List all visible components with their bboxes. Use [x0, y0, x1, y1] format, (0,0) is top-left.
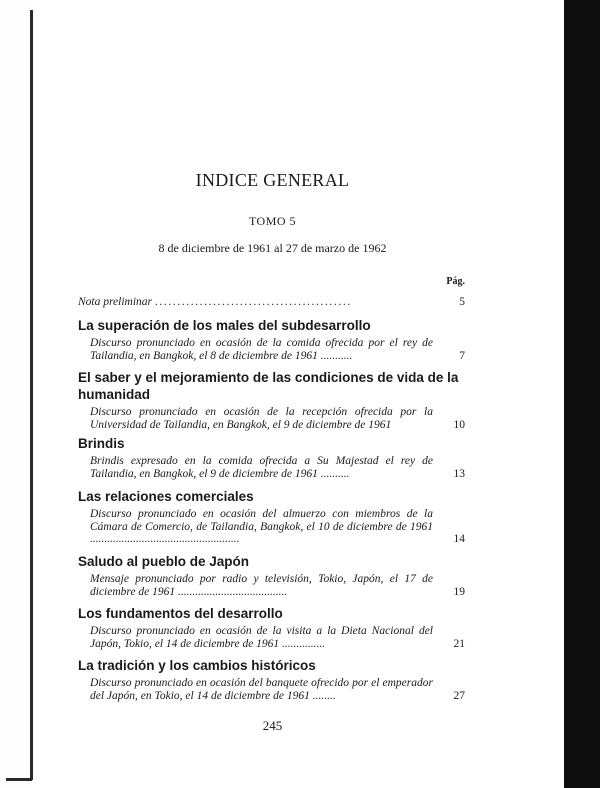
section-description: [90, 337, 465, 362]
volume-label: TOMO 5: [248, 214, 297, 228]
binding-edge-line: [30, 10, 33, 780]
section-description: [90, 625, 465, 650]
description-text: Discurso pronunciado en ocasión de la comida ofrecida por el rey de Tailandia, en Bangkok, el 8 de diciembre de 1961 ...........: [90, 337, 433, 362]
section-heading: Los fundamentos del desarrollo: [78, 606, 283, 621]
preliminary-note-label: Nota preliminar: [78, 296, 153, 308]
section-description: [90, 573, 465, 598]
section-heading: La superación de los males del subdesarrollo: [78, 318, 371, 333]
toc-entry: [78, 435, 465, 480]
toc-entry: [78, 488, 465, 546]
page-column-label: Pág.: [446, 276, 465, 287]
page-number: 5: [459, 296, 465, 308]
section-description: [90, 455, 465, 480]
leader-dots: ............................................: [154, 296, 352, 308]
section-heading: Las relaciones comerciales: [78, 489, 254, 504]
page-folio: 245: [262, 718, 283, 733]
page-number: 27: [453, 689, 465, 702]
toc-entry: [78, 657, 465, 702]
page-title: INDICE GENERAL: [195, 170, 350, 190]
binding-edge-foot: [6, 778, 32, 781]
scan-left-margin: [0, 0, 34, 788]
section-heading: Saludo al pueblo de Japón: [78, 554, 250, 569]
section-description: [90, 508, 465, 546]
description-text: Mensaje pronunciado por radio y televisión, Tokio, Japón, el 17 de diciembre de 1961 ......................................: [90, 573, 433, 598]
description-text: Discurso pronunciado en ocasión del banquete ofrecido por el emperador del Japón, en Tokio, el 14 de diciembre de 1961 ........: [90, 677, 433, 702]
section-heading: El saber y el mejoramiento de las condiciones de vida de la humanidad: [78, 370, 459, 402]
section-description: [90, 677, 465, 702]
preliminary-note-entry: [78, 296, 465, 309]
toc-entry: [78, 369, 465, 431]
page-number: 7: [459, 349, 465, 362]
description-text: Discurso pronunciado en ocasión del almuerzo con miembros de la Cámara de Comercio, de Tailandia, Bangkok, el 10 de diciembre de 1961 ....................................................: [90, 508, 433, 545]
description-text: Discurso pronunciado en ocasión de la visita a la Dieta Nacional del Japón, Tokio, el 14 de diciembre de 1961 ...............: [90, 625, 433, 650]
page-number: 10: [453, 418, 465, 431]
page-number: 13: [453, 467, 465, 480]
section-description: [90, 406, 465, 431]
scan-right-shadow: [564, 0, 600, 788]
date-range: 8 de diciembre de 1961 al 27 de marzo de 1962: [158, 241, 387, 255]
toc-entry: [78, 605, 465, 650]
section-heading: La tradición y los cambios históricos: [78, 658, 316, 673]
page-number: 21: [453, 637, 465, 650]
page-number: 19: [453, 585, 465, 598]
section-heading: Brindis: [78, 436, 125, 451]
toc-entry: [78, 553, 465, 598]
description-text: Brindis expresado en la comida ofrecida a Su Majestad el rey de Tailandia, en Bangkok, el 9 de diciembre de 1961 ..........: [90, 455, 433, 480]
description-text: Discurso pronunciado en ocasión de la recepción ofrecida por la Universidad de Tailandia, en Bangkok, el 9 de diciembre de 1961: [90, 406, 433, 431]
toc-entry: [78, 317, 465, 362]
page-number: 14: [453, 533, 465, 545]
